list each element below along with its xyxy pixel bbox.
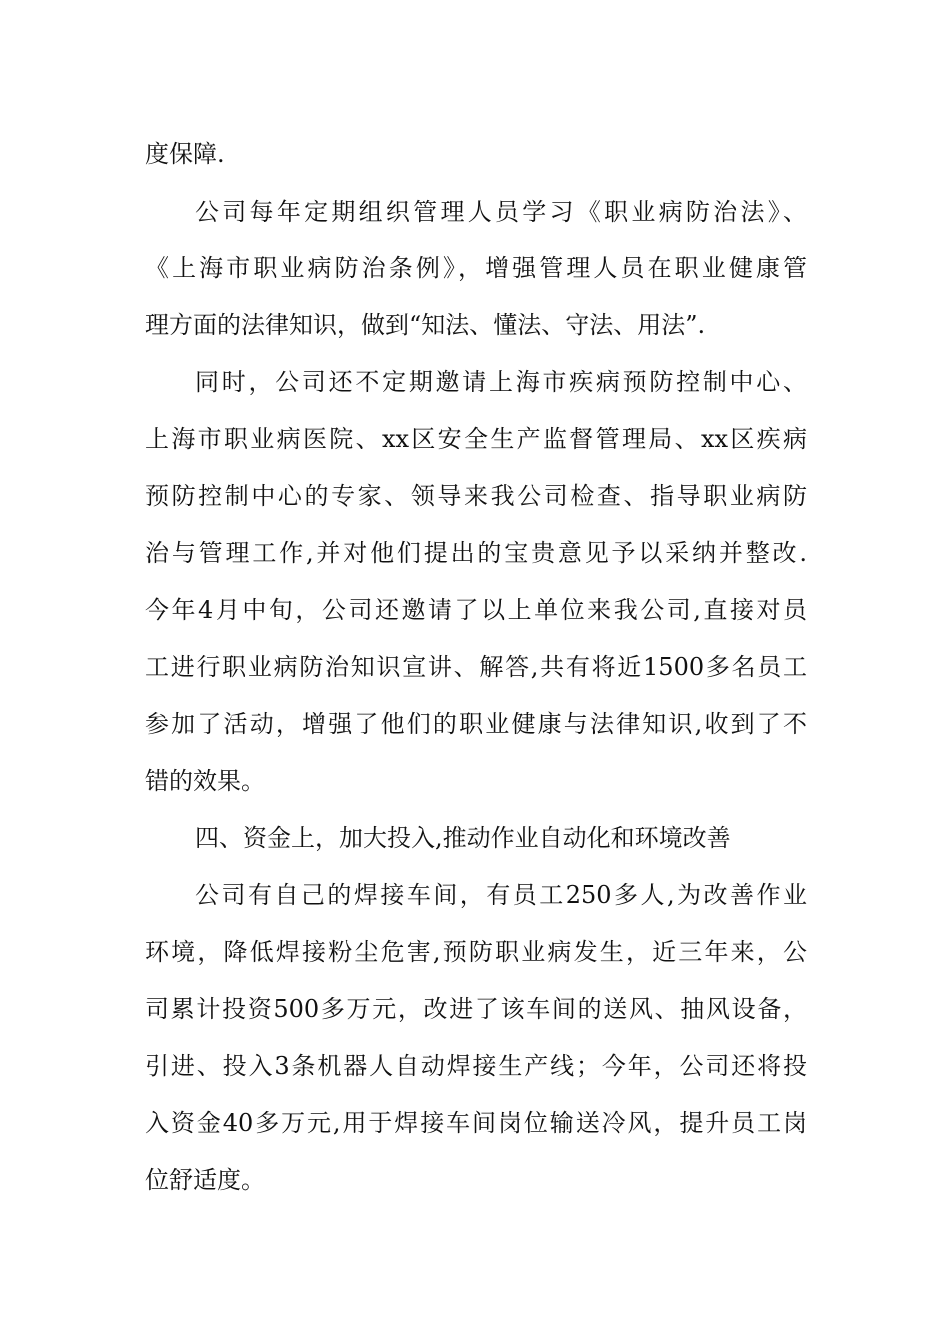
text-line: 环境，降低焊接粉尘危害,预防职业病发生，近三年来，公 <box>145 938 807 966</box>
text-line: 引进、投入3条机器人自动焊接生产线；今年，公司还将投 <box>145 1052 807 1080</box>
paragraph-start-line: 同时，公司还不定期邀请上海市疾病预防控制中心、 <box>195 368 807 396</box>
text-line: 位舒适度。 <box>145 1166 265 1194</box>
text-line: 预防控制中心的专家、领导来我公司检查、指导职业病防 <box>145 482 807 510</box>
text-line: 度保障. <box>145 140 225 168</box>
text-line: 工进行职业病防治知识宣讲、解答,共有将近1500多名员工 <box>145 653 807 681</box>
text-line: 治与管理工作,并对他们提出的宝贵意见予以采纳并整改. <box>145 539 807 567</box>
text-line: 《上海市职业病防治条例》，增强管理人员在职业健康管 <box>145 254 807 282</box>
section-heading: 四、资金上，加大投入,推动作业自动化和环境改善 <box>195 824 731 852</box>
text-line: 错的效果。 <box>145 767 265 795</box>
text-line: 入资金40多万元,用于焊接车间岗位输送冷风，提升员工岗 <box>145 1109 807 1137</box>
text-line: 理方面的法律知识，做到“知法、懂法、守法、用法”. <box>145 311 706 339</box>
text-line: 今年4月中旬，公司还邀请了以上单位来我公司,直接对员 <box>145 596 807 624</box>
text-line: 上海市职业病医院、xx区安全生产监督管理局、xx区疾病 <box>145 425 807 453</box>
paragraph-start-line: 公司有自己的焊接车间，有员工250多人,为改善作业 <box>195 881 807 909</box>
paragraph-start-line: 公司每年定期组织管理人员学习《职业病防治法》、 <box>195 198 807 226</box>
text-line: 参加了活动，增强了他们的职业健康与法律知识,收到了不 <box>145 710 807 738</box>
text-line: 司累计投资500多万元，改进了该车间的送风、抽风设备， <box>145 995 807 1023</box>
